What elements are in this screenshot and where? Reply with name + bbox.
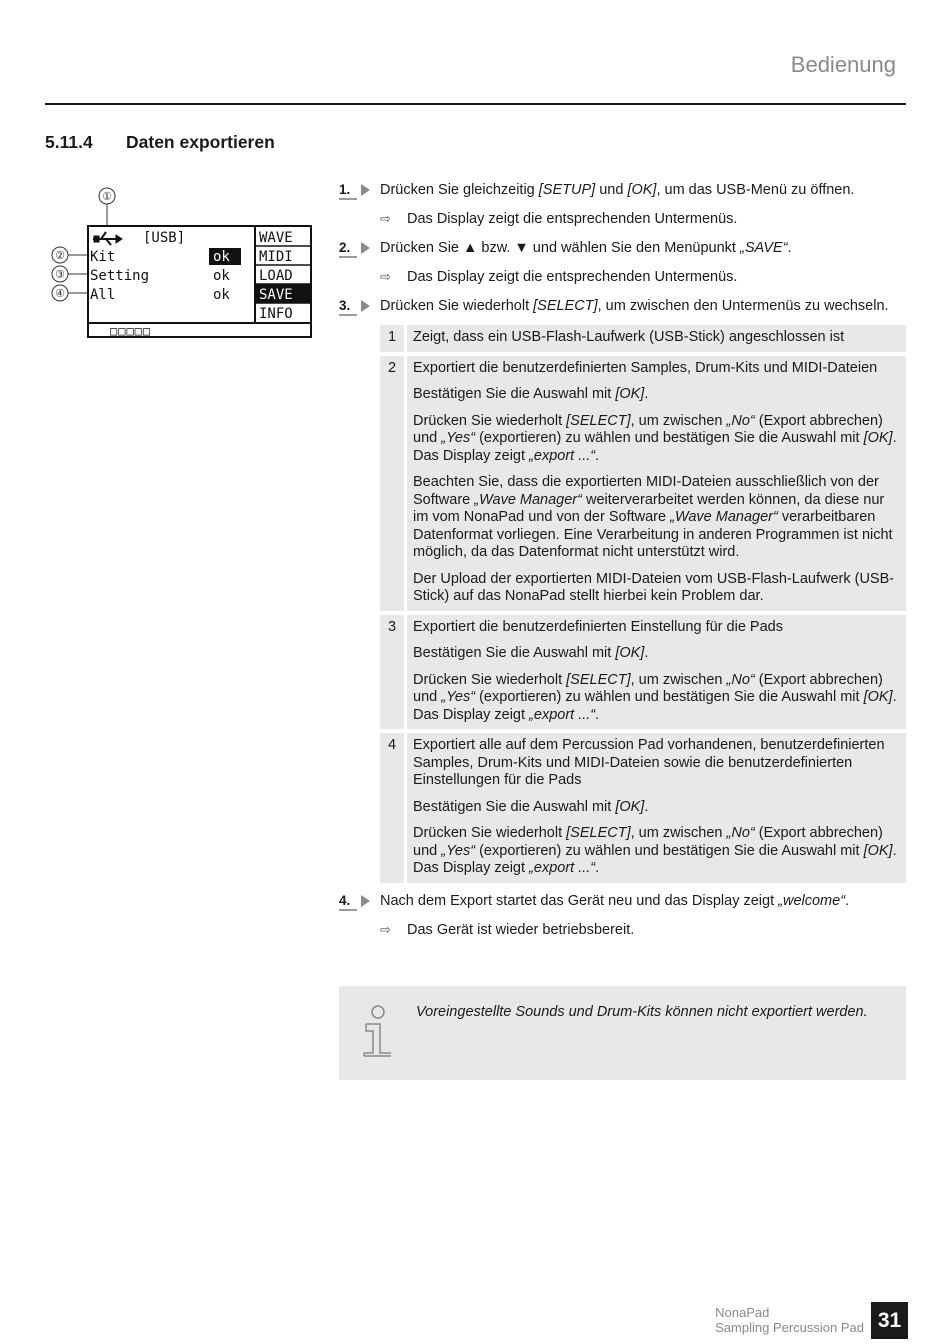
step-2-result — [339, 267, 906, 287]
table-row — [380, 356, 906, 611]
step-2 — [339, 238, 906, 258]
section-heading — [45, 132, 275, 153]
result-arrow-icon: ⇨ — [380, 269, 391, 284]
table-row — [380, 325, 906, 352]
info-note — [339, 986, 906, 1080]
result-text: Das Display zeigt die entsprechenden Untermenüs. — [407, 269, 738, 285]
result-text: Das Display zeigt die entsprechenden Untermenüs. — [407, 211, 738, 227]
lcd-row-setting: Setting — [90, 268, 150, 284]
row-index: 4 — [380, 733, 407, 883]
section-title: Daten exportieren — [126, 132, 275, 152]
lcd-menu-save: SAVE — [259, 287, 293, 303]
step-number: 1. — [339, 180, 350, 200]
row-select: Drücken Sie wiederholt [SELECT], um zwischen „No“ (Export abbrechen) und „Yes“ (exportieren) zu wählen und bestätigen Sie die Auswahl mit [OK]. Das Display zeigt „export ...“. — [413, 412, 897, 464]
lcd-row-kit: Kit — [90, 249, 116, 265]
row-upload: Der Upload der exportierten MIDI-Dateien vom USB-Flash-Laufwerk (USB-Stick) auf das NonaPad stellt hierbei kein Problem dar. — [413, 570, 895, 604]
row-confirm: Bestätigen Sie die Auswahl mit [OK]. — [413, 386, 649, 402]
row-confirm: Bestätigen Sie die Auswahl mit [OK]. — [413, 645, 649, 661]
step-arrow-icon — [361, 242, 370, 254]
row-description — [407, 325, 906, 352]
step-text: , um zwischen den Untermenüs zu wechseln. — [597, 298, 889, 314]
lcd-menu-load: LOAD — [259, 268, 293, 284]
row-description — [407, 356, 906, 611]
row-description — [407, 615, 906, 730]
step-1-result — [339, 209, 906, 229]
step-key: [SETUP] — [538, 182, 596, 198]
callout-1-label: ① — [102, 190, 112, 203]
table-row — [380, 615, 906, 730]
section-number: 5.11.4 — [45, 132, 93, 152]
footer-product — [715, 1305, 864, 1335]
lcd-title: [USB] — [143, 230, 186, 246]
step-4-result — [339, 920, 906, 940]
row-text: Exportiert die benutzerdefinierten Samples, Drum-Kits und MIDI-Dateien — [413, 359, 878, 376]
header-rule — [45, 103, 906, 105]
step-text: Drücken Sie ▲ bzw. ▼ und wählen Sie den Menüpunkt — [380, 240, 740, 256]
result-arrow-icon: ⇨ — [380, 211, 391, 226]
row-index: 3 — [380, 615, 407, 730]
row-select: Drücken Sie wiederholt [SELECT], um zwischen „No“ (Export abbrechen) und „Yes“ (exportieren) zu wählen und bestätigen Sie die Auswahl mit [OK]. Das Display zeigt „export ...“. — [413, 825, 897, 876]
lcd-ok-setting: ok — [213, 268, 230, 284]
step-key: „welcome“ — [778, 892, 846, 909]
step-key: [SELECT] — [533, 298, 598, 314]
lcd-display — [48, 180, 318, 350]
note-text: Voreingestellte Sounds und Drum-Kits können nicht exportiert werden. — [416, 1004, 868, 1020]
callout-2-label: ② — [55, 249, 65, 262]
step-text: . — [787, 240, 792, 256]
table-row — [380, 733, 906, 883]
step-arrow-icon — [361, 184, 370, 196]
row-description — [407, 733, 906, 883]
result-text: Das Gerät ist wieder betriebsbereit. — [407, 921, 635, 938]
lcd-menu-info: INFO — [259, 306, 293, 322]
submenu-table — [380, 321, 906, 887]
step-text: und — [595, 182, 628, 198]
chapter-title: Bedienung — [790, 52, 896, 77]
lcd-status: □□□□□ — [110, 324, 152, 338]
step-text: Nach dem Export startet das Gerät neu und das Display zeigt — [380, 892, 779, 909]
row-note: Beachten Sie, dass die exportierten MIDI-Dateien ausschließlich von der Software „Wave Manager“ weiterverarbeitet werden können, da diese nur im vom NonaPad und von der Software „Wave Manager“ verarbeitbaren Datenformat vorliegen. Eine Verarbeitung in anderen Programmen ist nicht möglich, da das Datenformat nicht unterstützt wird. — [413, 474, 893, 560]
step-text: Drücken Sie gleichzeitig — [380, 182, 539, 198]
step-key: [OK] — [627, 182, 657, 198]
row-text: Exportiert alle auf dem Percussion Pad vorhandenen, benutzerdefinierten Samples, Drum-Kits und MIDI-Dateien sowie die benutzerdefinierten Einstellungen für die Pads — [413, 737, 885, 788]
row-index: 2 — [380, 356, 407, 611]
step-text: Drücken Sie wiederholt — [380, 298, 534, 314]
step-3 — [339, 296, 906, 316]
step-arrow-icon — [361, 300, 370, 312]
row-index: 1 — [380, 325, 407, 352]
steps-list — [339, 180, 906, 949]
step-text: . — [845, 892, 850, 909]
step-number: 2. — [339, 238, 350, 258]
step-number: 4. — [339, 891, 350, 911]
step-4 — [339, 891, 906, 911]
lcd-row-all: All — [90, 287, 116, 303]
footer-product-name: NonaPad — [715, 1305, 770, 1320]
step-text: , um das USB-Menü zu öffnen. — [656, 182, 855, 198]
row-text: Zeigt, dass ein USB-Flash-Laufwerk (USB-Stick) angeschlossen ist — [413, 329, 845, 345]
result-arrow-icon: ⇨ — [380, 921, 391, 937]
step-number: 3. — [339, 296, 350, 316]
lcd-menu-midi: MIDI — [259, 249, 293, 265]
step-1 — [339, 180, 906, 200]
footer-product-subtitle: Sampling Percussion Pad — [715, 1320, 864, 1335]
lcd-menu-wave: WAVE — [259, 230, 293, 246]
lcd-ok-all: ok — [213, 287, 230, 303]
page-number: 31 — [871, 1302, 908, 1339]
step-key: „SAVE“ — [740, 240, 788, 256]
lcd-figure — [48, 180, 318, 350]
row-select: Drücken Sie wiederholt [SELECT], um zwischen „No“ (Export abbrechen) und „Yes“ (exportieren) zu wählen und bestätigen Sie die Auswahl mit [OK]. Das Display zeigt „export ...“. — [413, 671, 897, 723]
callout-3-label: ③ — [55, 268, 65, 281]
step-arrow-icon — [361, 895, 370, 907]
info-icon — [361, 1004, 395, 1060]
row-confirm: Bestätigen Sie die Auswahl mit [OK]. — [413, 798, 649, 815]
callout-4-label: ④ — [55, 287, 65, 300]
lcd-ok-kit: ok — [213, 249, 230, 265]
row-text: Exportiert die benutzerdefinierten Einstellung für die Pads — [413, 618, 783, 635]
